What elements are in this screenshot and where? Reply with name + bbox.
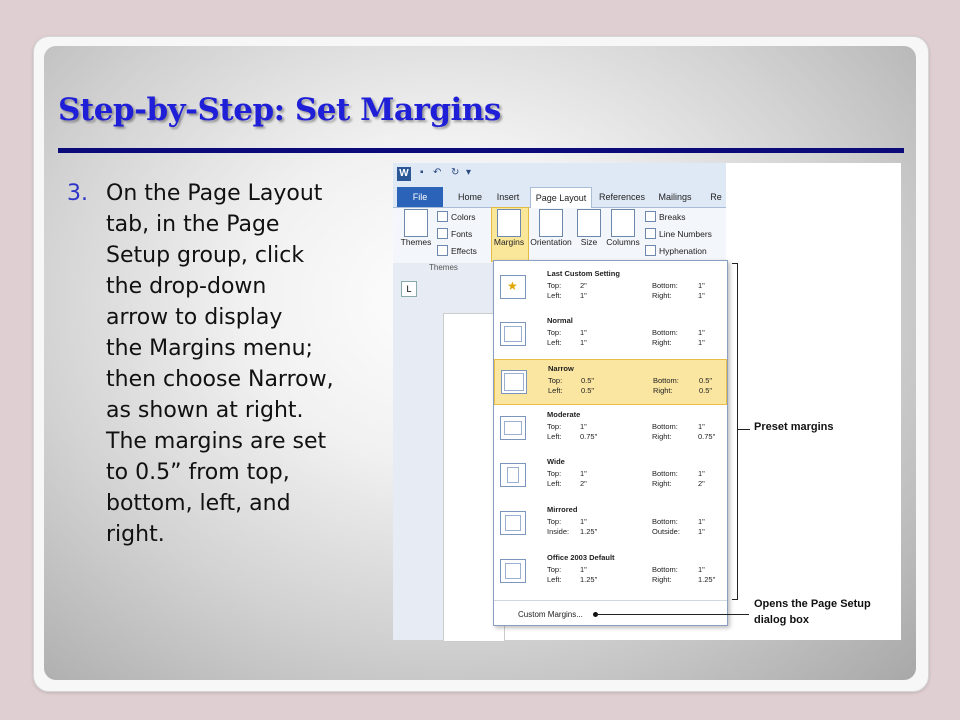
menu-value: 0.5" <box>581 376 595 385</box>
step-text <box>67 178 392 550</box>
menu-key: Right: <box>653 386 673 395</box>
menu-key: Left: <box>547 291 562 300</box>
word-screenshot <box>393 163 901 640</box>
breaks-button[interactable] <box>645 211 685 222</box>
menu-key: Top: <box>547 469 562 478</box>
step-line: bottom, left, and <box>106 491 291 516</box>
menu-key: Top: <box>548 376 563 385</box>
star-icon: ★ <box>507 279 518 293</box>
menu-value: 0.5" <box>581 386 595 395</box>
size-label: Size <box>580 237 598 247</box>
step-line: the drop-down <box>106 274 267 299</box>
menu-key: Inside: <box>547 527 570 536</box>
office-2003-thumbnail-icon <box>500 559 526 583</box>
columns-icon <box>611 209 635 237</box>
step-lines <box>106 178 392 550</box>
colors-button[interactable] <box>437 211 476 222</box>
undo-icon[interactable]: ↶ <box>433 167 442 178</box>
menu-key: Right: <box>652 291 672 300</box>
tab-home[interactable]: Home <box>457 192 482 202</box>
menu-value: 1" <box>698 469 705 478</box>
page-setup-callout-line1: Opens the Page Setup <box>754 598 871 610</box>
menu-key: Top: <box>547 422 562 431</box>
menu-key: Left: <box>547 575 562 584</box>
menu-key: Bottom: <box>652 422 678 431</box>
preset-margins-callout: Preset margins <box>754 421 834 433</box>
step-line: then choose Narrow, <box>106 367 334 392</box>
menu-value: 1" <box>580 291 587 300</box>
hyphenation-icon <box>645 245 656 256</box>
menu-item-office-2003[interactable] <box>494 549 727 595</box>
line-numbers-icon <box>645 228 656 239</box>
menu-key: Right: <box>652 432 672 441</box>
tab-page-layout[interactable]: Page Layout <box>530 187 592 208</box>
menu-key: Top: <box>547 517 562 526</box>
orientation-button[interactable] <box>530 209 572 247</box>
menu-value: 1" <box>698 565 705 574</box>
line-numbers-label: Line Numbers <box>659 229 712 239</box>
themes-label: Themes <box>400 237 432 247</box>
tab-references[interactable]: References <box>598 192 646 202</box>
menu-value: 1" <box>698 527 705 536</box>
menu-value: 1" <box>698 422 705 431</box>
menu-value: 1" <box>698 281 705 290</box>
last-custom-thumbnail-icon <box>500 275 526 299</box>
menu-key: Right: <box>652 479 672 488</box>
tab-review[interactable]: Re <box>710 192 722 202</box>
menu-item-name: Moderate <box>547 410 581 419</box>
orientation-label: Orientation <box>530 237 572 247</box>
margins-menu <box>493 260 728 626</box>
page-setup-callout-line2: dialog box <box>754 614 809 626</box>
margins-label: Margins <box>493 237 525 247</box>
menu-item-name: Mirrored <box>547 505 578 514</box>
slide-title: Step-by-Step: Set Margins <box>58 92 501 128</box>
menu-key: Bottom: <box>652 328 678 337</box>
menu-item-last-custom[interactable] <box>494 265 727 311</box>
menu-item-name: Office 2003 Default <box>547 553 615 562</box>
menu-key: Outside: <box>652 527 680 536</box>
menu-value: 0.5" <box>699 376 713 385</box>
menu-value: 2" <box>698 479 705 488</box>
columns-button[interactable] <box>605 209 641 247</box>
size-icon <box>577 209 601 237</box>
fonts-label: Fonts <box>451 229 473 239</box>
hyphenation-label: Hyphenation <box>659 246 707 256</box>
menu-divider <box>494 600 727 601</box>
menu-key: Top: <box>547 328 562 337</box>
menu-item-name: Last Custom Setting <box>547 269 620 278</box>
mirrored-thumbnail-icon <box>500 511 526 535</box>
step-line: right. <box>106 522 165 547</box>
effects-label: Effects <box>451 246 477 256</box>
breaks-label: Breaks <box>659 212 686 222</box>
menu-key: Top: <box>547 281 562 290</box>
fonts-button[interactable] <box>437 228 472 239</box>
setup-callout-line <box>597 614 749 615</box>
customize-toolbar-icon[interactable]: ▾ <box>466 167 472 178</box>
colors-label: Colors <box>451 212 476 222</box>
menu-key: Right: <box>652 575 672 584</box>
normal-thumbnail-icon <box>500 322 526 346</box>
step-line: the Margins menu; <box>106 336 313 361</box>
menu-item-wide[interactable] <box>494 453 727 499</box>
step-number: 3. <box>67 181 88 206</box>
tab-insert[interactable]: Insert <box>496 192 520 202</box>
menu-value: 1" <box>698 291 705 300</box>
line-numbers-button[interactable] <box>645 228 712 239</box>
margins-icon <box>497 209 521 237</box>
menu-value: 1.25" <box>698 575 716 584</box>
menu-value: 1" <box>580 565 587 574</box>
tab-file[interactable]: File <box>397 187 443 207</box>
step-line: arrow to display <box>106 305 283 330</box>
menu-value: 1" <box>580 469 587 478</box>
quick-access-toolbar <box>393 163 726 185</box>
menu-value: 1.25" <box>580 527 598 536</box>
menu-key: Bottom: <box>652 565 678 574</box>
orientation-icon <box>539 209 563 237</box>
menu-value: 2" <box>580 281 587 290</box>
menu-value: 1" <box>698 328 705 337</box>
menu-key: Bottom: <box>652 517 678 526</box>
menu-value: 1" <box>580 338 587 347</box>
menu-item-narrow[interactable] <box>494 359 727 405</box>
step-line: as shown at right. <box>106 398 304 423</box>
ribbon-tabs <box>393 185 726 208</box>
menu-value: 1" <box>580 517 587 526</box>
menu-value: 1" <box>698 517 705 526</box>
fonts-icon <box>437 228 448 239</box>
menu-value: 1" <box>580 422 587 431</box>
menu-key: Bottom: <box>652 281 678 290</box>
menu-key: Left: <box>548 386 563 395</box>
menu-item-mirrored[interactable] <box>494 501 727 547</box>
menu-value: 0.5" <box>699 386 713 395</box>
menu-key: Left: <box>547 338 562 347</box>
margins-button[interactable] <box>491 209 527 247</box>
step-line: tab, in the Page <box>106 212 280 237</box>
menu-item-normal[interactable] <box>494 312 727 358</box>
menu-value: 0.75" <box>698 432 716 441</box>
menu-key: Bottom: <box>652 469 678 478</box>
size-button[interactable] <box>576 209 602 247</box>
step-line: Setup group, click <box>106 243 305 268</box>
colors-icon <box>437 211 448 222</box>
tab-mailings[interactable]: Mailings <box>658 192 692 202</box>
custom-margins-item[interactable]: Custom Margins... <box>518 610 583 619</box>
word-logo-icon[interactable]: W <box>397 167 411 181</box>
narrow-thumbnail-icon <box>501 370 527 394</box>
tab-selector[interactable]: L <box>401 281 417 297</box>
save-icon[interactable]: ▪ <box>420 167 424 178</box>
hyphenation-button[interactable] <box>645 245 707 256</box>
menu-value: 1" <box>698 338 705 347</box>
themes-group-label: Themes <box>429 263 458 272</box>
menu-key: Top: <box>547 565 562 574</box>
menu-value: 1" <box>580 328 587 337</box>
step-line: The margins are set <box>106 429 327 454</box>
menu-key: Right: <box>652 338 672 347</box>
menu-item-name: Narrow <box>548 364 574 373</box>
wide-thumbnail-icon <box>500 463 526 487</box>
menu-value: 2" <box>580 479 587 488</box>
redo-icon[interactable]: ↻ <box>451 167 460 178</box>
columns-label: Columns <box>606 237 640 247</box>
preset-margins-bracket <box>732 263 738 600</box>
title-rule <box>58 148 904 153</box>
menu-value: 0.75" <box>580 432 598 441</box>
step-line: to 0.5” from top, <box>106 460 290 485</box>
menu-key: Left: <box>547 432 562 441</box>
moderate-thumbnail-icon <box>500 416 526 440</box>
themes-icon <box>404 209 428 237</box>
breaks-icon <box>645 211 656 222</box>
menu-item-moderate[interactable] <box>494 406 727 452</box>
menu-key: Bottom: <box>653 376 679 385</box>
effects-button[interactable] <box>437 245 477 256</box>
menu-key: Left: <box>547 479 562 488</box>
menu-item-name: Wide <box>547 457 565 466</box>
themes-button[interactable] <box>399 209 433 247</box>
step-line: On the Page Layout <box>106 181 323 206</box>
preset-callout-line <box>738 429 750 430</box>
menu-item-name: Normal <box>547 316 573 325</box>
ribbon <box>393 163 726 272</box>
menu-value: 1.25" <box>580 575 598 584</box>
effects-icon <box>437 245 448 256</box>
